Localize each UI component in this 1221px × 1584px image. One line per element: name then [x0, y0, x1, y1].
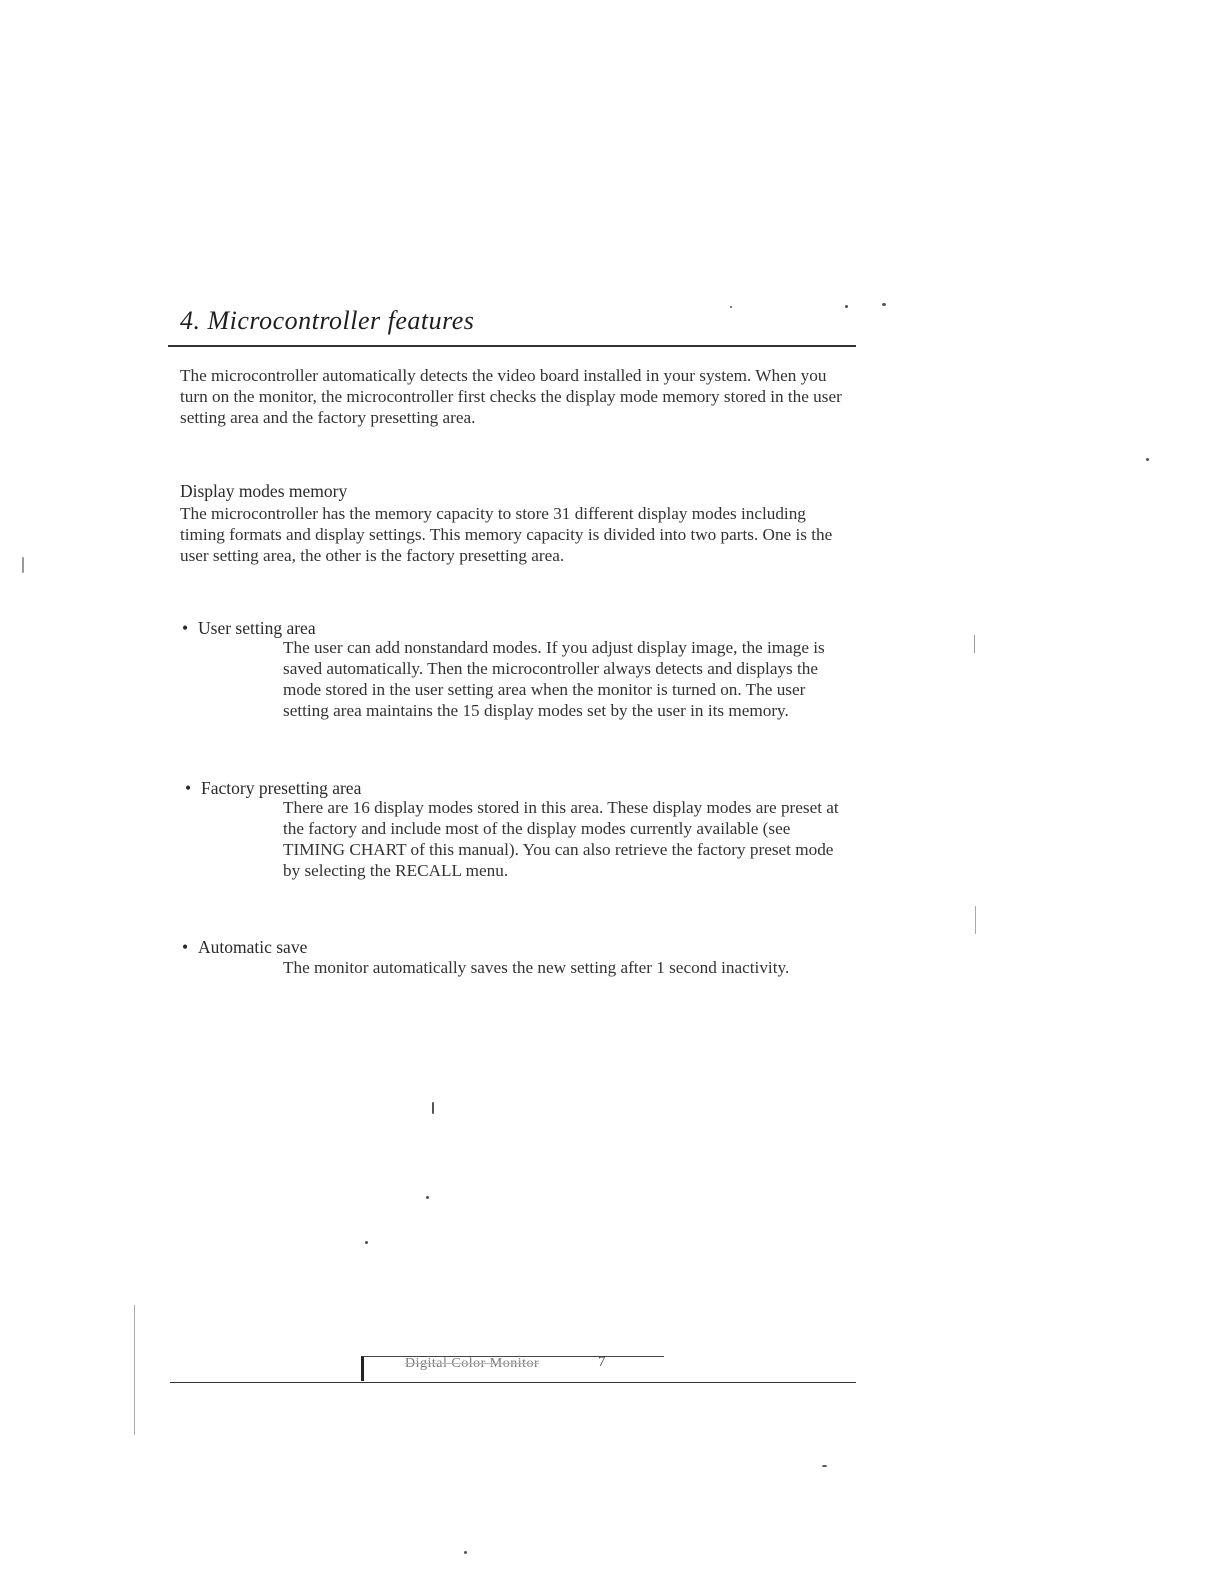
bullet-icon: • [182, 937, 189, 957]
scan-speck [464, 1551, 467, 1554]
section-heading-automatic-save [182, 937, 307, 958]
scan-speck [134, 1305, 135, 1435]
memory-paragraph: The microcontroller has the memory capacity to store 31 different display modes including timing formats and display settings. This memory capacity is divided into two parts. One is the user setting area, the other is the factory presetting area. [180, 504, 833, 565]
scan-speck [730, 306, 732, 308]
section-heading-label: Factory presetting area [201, 778, 362, 798]
section-heading-label: User setting area [198, 618, 316, 638]
scan-speck [432, 1102, 434, 1114]
page-number: 7 [598, 1354, 606, 1370]
scan-speck [426, 1196, 429, 1199]
scan-speck [975, 906, 976, 934]
section-heading-factory-presetting [185, 778, 361, 799]
scan-speck [822, 1465, 827, 1467]
footer-rule [170, 1382, 856, 1383]
section-heading-label: Automatic save [198, 937, 308, 957]
section-text-factory-presetting: There are 16 display modes stored in this area. These display modes are preset at the factory and include most of the display modes currently available (see TIMING CHART of this manual). You can also retrieve the factory preset mode by selecting the RECALL menu. [283, 798, 839, 880]
footer-label: Digital Color Monitor [405, 1356, 540, 1371]
section-text-user-setting: The user can add nonstandard modes. If you adjust display image, the image is saved automatically. Then the microcontroller always detects and displays the mode stored in the user setting area when the monitor is turned on. The user setting area maintains the 15 display modes set by the user in its memory. [283, 638, 825, 720]
page-title: 4. Microcontroller features [180, 306, 475, 335]
scan-speck [1146, 458, 1149, 461]
scan-speck [974, 635, 975, 653]
section-text-automatic-save: The monitor automatically saves the new setting after 1 second inactivity. [283, 958, 790, 977]
scan-speck [882, 303, 886, 306]
title-underline [168, 345, 856, 347]
scan-speck [22, 557, 24, 573]
intro-paragraph: The microcontroller automatically detects the video board installed in your system. When you turn on the monitor, the microcontroller first checks the display mode memory stored in the user setting area and the factory presetting area. [180, 366, 842, 427]
bullet-icon: • [185, 778, 192, 798]
scan-speck [365, 1241, 368, 1244]
memory-heading: Display modes memory [180, 481, 348, 501]
section-heading-user-setting [182, 618, 316, 639]
scan-speck [845, 305, 848, 308]
bullet-icon: • [182, 618, 189, 638]
